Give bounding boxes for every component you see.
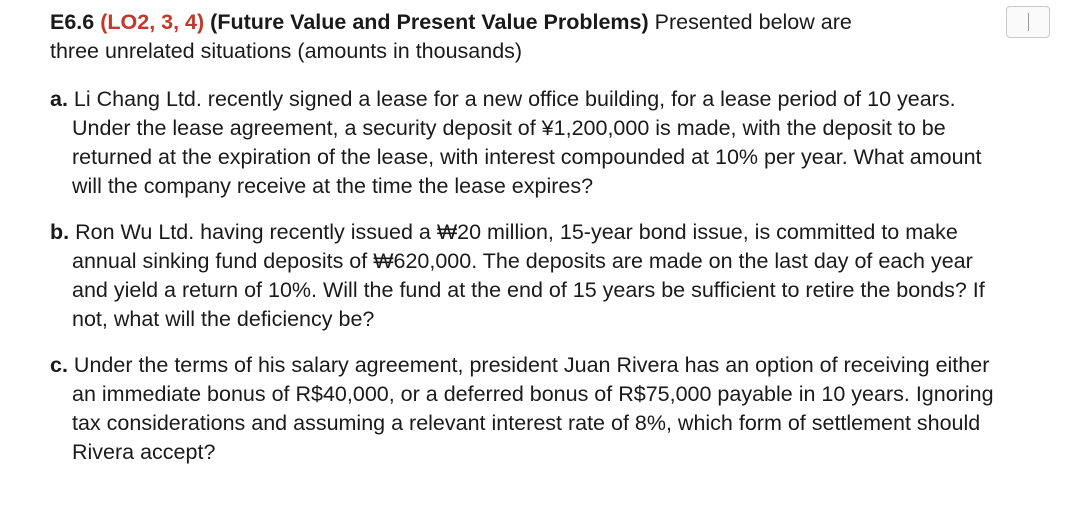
situation-letter: c.	[50, 353, 68, 377]
situation-text: Under the terms of his salary agreement, president Juan Rivera has an option of receiving either an immediate bonus of R$40,000, or a deferred bonus of R$75,000 payable in 10 years. Ignoring tax considerations and assuming a relevant interest rate of 8%, which form of settlement should Rivera accept?	[72, 353, 994, 464]
situation-letter: a.	[50, 87, 68, 111]
learning-objectives: (LO2, 3, 4)	[100, 10, 205, 34]
scrollbar[interactable]	[1006, 6, 1050, 38]
scrollbar-thumb[interactable]	[1028, 13, 1029, 31]
situation-text: Li Chang Ltd. recently signed a lease for a new office building, for a lease period of 10 years. Under the lease agreement, a security deposit of ¥1,200,000 is made, with the deposit to be returned at the expiration of the lease, with interest compounded at 10% per year. What amount will the company receive at the time the lease expires?	[72, 87, 982, 198]
situation-a	[50, 85, 1010, 201]
exercise-intro-line2: three unrelated situations (amounts in thousands)	[50, 39, 523, 63]
exercise-intro: Presented below are	[648, 10, 852, 34]
situation-text: Ron Wu Ltd. having recently issued a ₩20 million, 15-year bond issue, is committed to make annual sinking fund deposits of ₩620,000. The deposits are made on the last day of each year and yield a return of 10%. Will the fund at the end of 15 years be sufficient to retire the bonds? If not, what will the deficiency be?	[72, 220, 985, 331]
situation-c	[50, 351, 1010, 467]
exercise-content	[50, 8, 1010, 467]
exercise-heading	[50, 8, 1010, 66]
situation-letter: b.	[50, 220, 70, 244]
exercise-code: E6.6	[50, 10, 95, 34]
exercise-topic: (Future Value and Present Value Problems)	[210, 10, 649, 34]
situation-b	[50, 218, 1010, 334]
